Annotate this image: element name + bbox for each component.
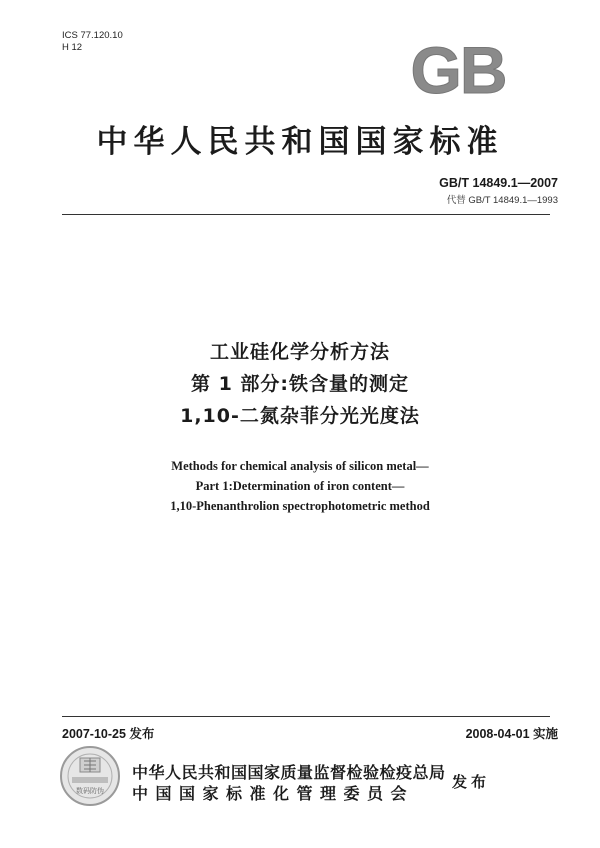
- classification-codes: [62, 30, 123, 54]
- bottom-divider: [62, 716, 550, 717]
- cn-title-line3: 1,10-二氮杂菲分光光度法: [180, 405, 420, 427]
- cn-title-line1: 工业硅化学分析方法: [209, 341, 390, 363]
- gb-logo: [398, 40, 518, 100]
- cn-title-line2: 第 1 部分:铁含量的测定: [190, 373, 410, 395]
- seal-text: 数码防伪: [76, 787, 104, 795]
- en-title-line2: Part 1:Determination of iron content—: [195, 479, 405, 493]
- top-divider: [62, 214, 550, 215]
- category-code: H 12: [62, 42, 83, 53]
- publisher-aqsiq: 中华人民共和国国家质量监督检验检疫总局: [132, 763, 446, 782]
- replaces-standard: 代替 GB/T 14849.1—1993: [446, 195, 558, 206]
- gb-logo-text: GB: [410, 40, 506, 100]
- standard-number: GB/T 14849.1—2007: [439, 176, 558, 190]
- national-standard-title: 中华人民共和国国家标准: [96, 124, 504, 160]
- publisher-sac: 中国国家标准化管理委员会: [132, 784, 415, 803]
- issue-date: 2007-10-25 发布: [62, 727, 155, 741]
- implementation-date: 2008-04-01 实施: [465, 727, 558, 741]
- en-title-line3: 1,10-Phenanthrolion spectrophotometric method: [170, 499, 430, 513]
- ics-code: ICS 77.120.10: [62, 30, 123, 41]
- release-label: 发布: [452, 773, 491, 791]
- en-title-line1: Methods for chemical analysis of silicon metal—: [171, 459, 429, 473]
- anti-counterfeit-seal-icon: [58, 744, 122, 808]
